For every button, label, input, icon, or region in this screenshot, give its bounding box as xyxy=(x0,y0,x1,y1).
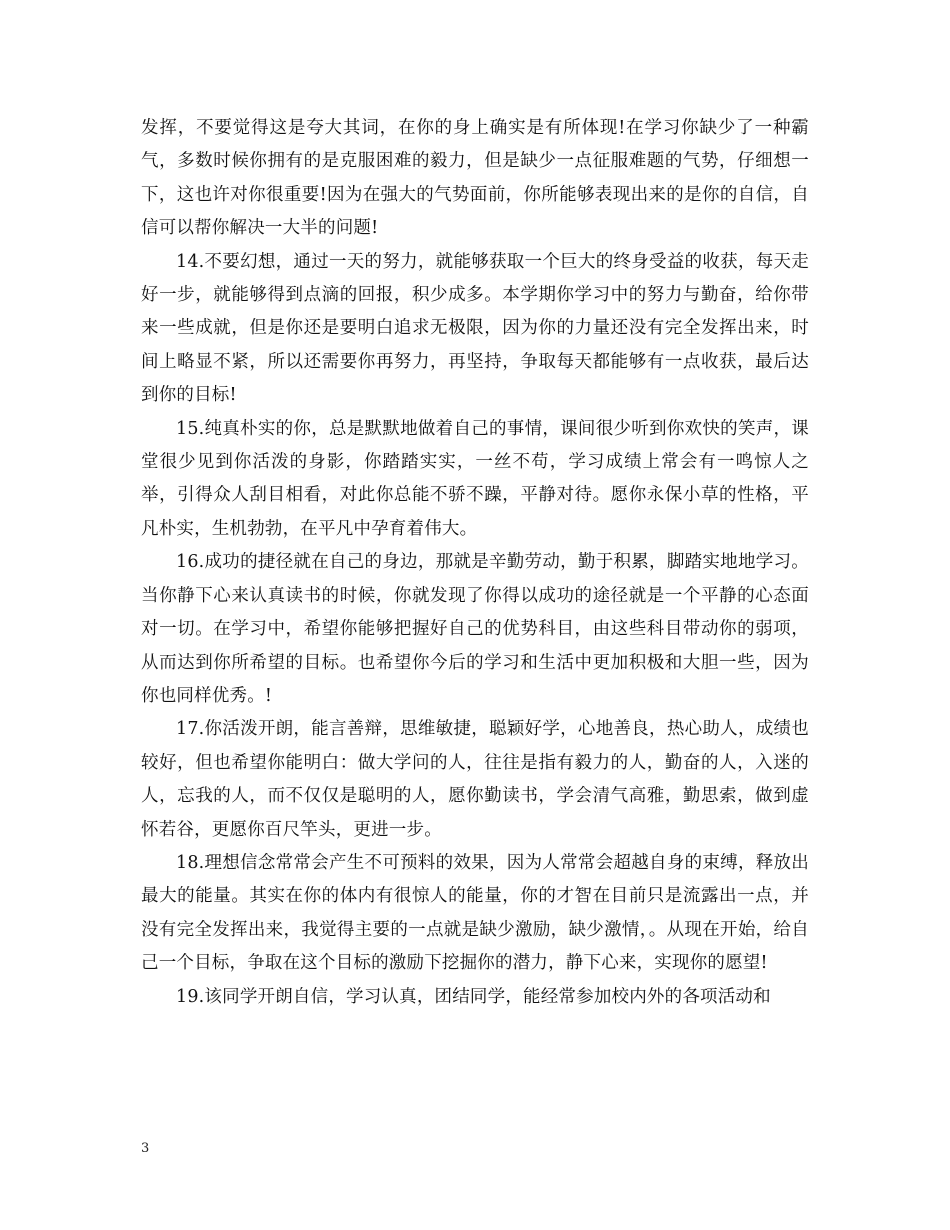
paragraph-16: 16.成功的捷径就在自己的身边，那就是辛勤劳动，勤于积累，脚踏实地地学习。当你静下心来认真读书的时候，你就发现了你得以成功的途径就是一个平静的心态面对一切。在学习中，希望你能够把握好自己的优势科目，由这些科目带动你的弱项，从而达到你所希望的目标。也希望你今后的学习和生活中更加积极和大胆一些，因为你也同样优秀。! xyxy=(141,552,809,706)
page-number: 3 xyxy=(141,1141,150,1156)
paragraph-19: 19.该同学开朗自信，学习认真，团结同学，能经常参加校内外的各项活动和 xyxy=(176,986,771,1007)
document-body xyxy=(141,112,809,1014)
paragraph-18: 18.理想信念常常会产生不可预料的效果，因为人常常会超越自身的束缚，释放出最大的能量。其实在你的体内有很惊人的能量，你的才智在目前只是流露出一点，并没有完全发挥出来，我觉得主要的一点就是缺少激励，缺少激情，。从现在开始，给自己一个目标，争取在这个目标的激励下挖掘你的潜力，静下心来，实现你的愿望! xyxy=(141,852,809,974)
paragraph-15: 15.纯真朴实的你，总是默默地做着自己的事情，课间很少听到你欢快的笑声，课堂很少见到你活泼的身影，你踏踏实实，一丝不苟，学习成绩上常会有一鸣惊人之举，引得众人刮目相看，对此你总能不骄不躁，平静对待。愿你永保小草的性格，平凡朴实，生机勃勃，在平凡中孕育着伟大。 xyxy=(141,418,809,539)
paragraph-14: 14.不要幻想，通过一天的努力，就能够获取一个巨大的终身受益的收获，每天走好一步，就能够得到点滴的回报，积少成多。本学期你学习中的努力与勤奋，给你带来一些成就，但是你还是要明白追求无极限，因为你的力量还没有完全发挥出来，时间上略显不紧，所以还需要你再努力，再坚持，争取每天都能够有一点收获，最后达到你的目标! xyxy=(141,251,809,406)
paragraph-17: 17.你活泼开朗，能言善辩，思维敏捷，聪颖好学，心地善良，热心助人，成绩也较好，但也希望你能明白：做大学问的人，往往是指有毅力的人，勤奋的人，入迷的人，忘我的人，而不仅仅是聪明的人，愿你勤读书，学会清气高雅，勤思索，做到虚怀若谷，更愿你百尺竿头，更进一步。 xyxy=(141,719,809,840)
paragraph-continuation: 发挥，不要觉得这是夸大其词，在你的身上确实是有所体现!在学习你缺少了一种霸气，多数时候你拥有的是克服困难的毅力，但是缺少一点征服难题的气势，仔细想一下，这也许对你很重要!因为在强大的气势面前，你所能够表现出来的是你的自信，自信可以帮你解决一大半的问题! xyxy=(141,118,809,239)
